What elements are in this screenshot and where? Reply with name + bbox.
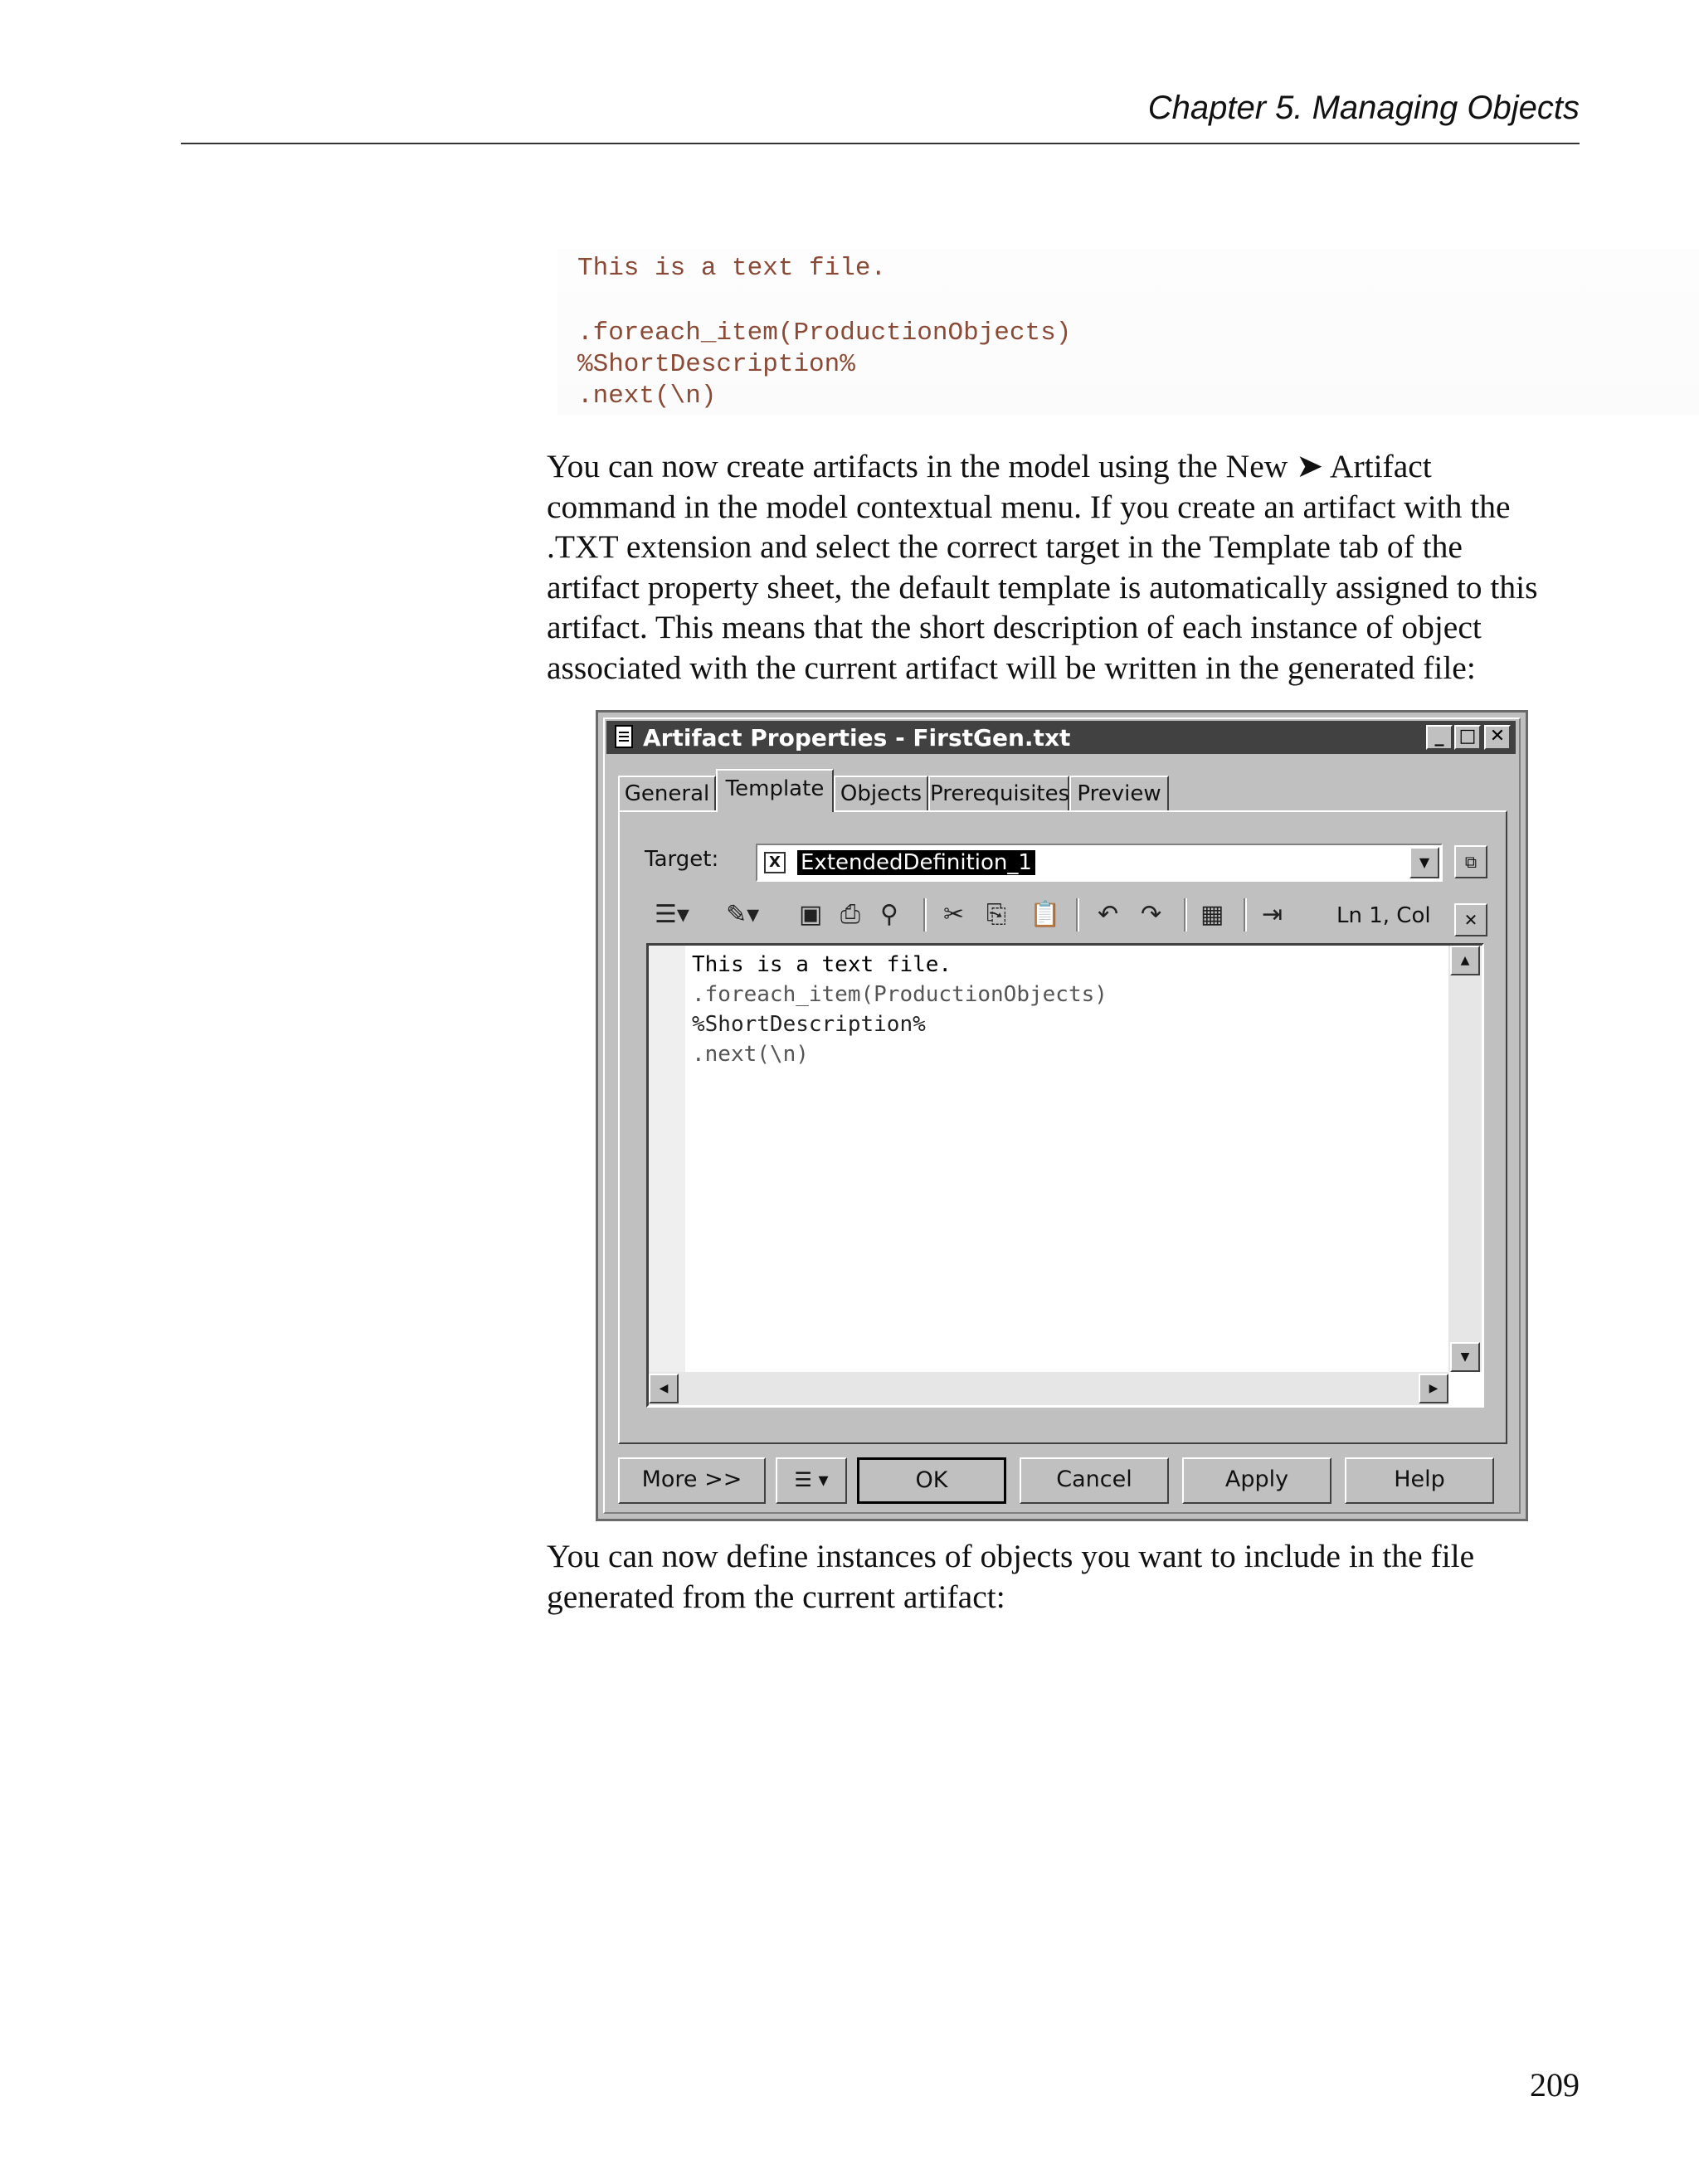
minimize-button[interactable]: _ — [1426, 725, 1453, 750]
editor-line: .next(\n) — [692, 1042, 809, 1067]
page-number: 209 — [1530, 2066, 1580, 2104]
paragraph-line: You can now create artifacts in the model using the New ➤ Artifact — [547, 448, 1432, 484]
artifact-properties-dialog — [596, 710, 1528, 1521]
ok-button[interactable]: OK — [857, 1457, 1006, 1504]
paragraph-line: generated from the current artifact: — [547, 1578, 1005, 1615]
header-rule — [181, 143, 1580, 144]
save-icon[interactable]: ▣ — [799, 900, 823, 929]
tab-prerequisites[interactable]: Prerequisites — [928, 776, 1069, 810]
tab-general[interactable]: General — [618, 776, 716, 810]
tab-objects[interactable]: Objects — [834, 776, 928, 810]
paragraph-line: artifact property sheet, the default template is automatically assigned to this — [547, 568, 1538, 606]
undo-icon[interactable]: ↶ — [1098, 900, 1119, 929]
paragraph-line: artifact. This means that the short description of each instance of object — [547, 609, 1482, 645]
code-line: .next(\n) — [577, 382, 717, 411]
code-block — [557, 249, 1699, 415]
menu-dropdown-button[interactable]: ☰ ▾ — [776, 1457, 847, 1504]
dialog-titlebar[interactable] — [606, 721, 1516, 754]
editor-line: This is a text file. — [692, 952, 952, 977]
paragraph-line: command in the model contextual menu. If you create an artifact with the — [547, 488, 1511, 525]
document-icon — [615, 725, 633, 748]
cut-icon[interactable]: ✂ — [943, 900, 965, 929]
cancel-button[interactable]: Cancel — [1020, 1457, 1169, 1504]
target-label: Target: — [645, 847, 719, 872]
scroll-left-icon[interactable]: ◀ — [649, 1374, 679, 1403]
template-panel — [618, 810, 1507, 1444]
maximize-button[interactable]: □ — [1454, 725, 1481, 750]
target-combobox[interactable] — [756, 844, 1443, 882]
paragraph-intro — [547, 446, 1584, 688]
goto-line-icon[interactable]: ⇥ — [1262, 900, 1283, 929]
paragraph-followup — [547, 1536, 1584, 1617]
code-line: This is a text file. — [577, 254, 887, 283]
toolbar-separator — [1184, 898, 1187, 931]
code-line: .foreach_item(ProductionObjects) — [577, 319, 1072, 348]
paragraph-line: .TXT extension and select the correct target in the Template tab of the — [547, 528, 1463, 565]
vertical-scrollbar[interactable] — [1448, 946, 1482, 1372]
scroll-up-icon[interactable]: ▲ — [1450, 946, 1480, 975]
help-button[interactable]: Help — [1345, 1457, 1494, 1504]
paragraph-line: You can now define instances of objects you want to include in the file — [547, 1538, 1475, 1574]
chevron-down-icon[interactable]: ▼ — [1409, 847, 1439, 878]
editor-gutter — [649, 946, 685, 1405]
scroll-down-icon[interactable]: ▼ — [1450, 1342, 1480, 1372]
find-icon[interactable]: ⚲ — [880, 900, 898, 929]
chapter-header: Chapter 5. Managing Objects — [1147, 90, 1580, 126]
tab-preview[interactable]: Preview — [1069, 776, 1169, 810]
extended-definition-icon: X — [764, 852, 786, 873]
editor-line: %ShortDescription% — [692, 1012, 926, 1037]
redo-icon[interactable]: ↷ — [1141, 900, 1162, 929]
close-button[interactable]: ✕ — [1484, 725, 1511, 750]
close-editor-button[interactable]: ✕ — [1454, 903, 1487, 936]
cursor-position: Ln 1, Col — [1336, 903, 1431, 928]
dialog-title: Artifact Properties - FirstGen.txt — [643, 724, 1071, 752]
scroll-right-icon[interactable]: ▶ — [1419, 1374, 1448, 1403]
paste-icon[interactable]: 📋 — [1030, 900, 1061, 929]
target-value: ExtendedDefinition_1 — [797, 850, 1035, 875]
insert-icon[interactable]: ▦ — [1200, 900, 1224, 929]
edit-menu-icon[interactable]: ☰▾ — [655, 900, 689, 929]
toolbar-separator — [1244, 898, 1247, 931]
toolbar-separator — [923, 898, 927, 931]
toolbar-separator — [1076, 898, 1079, 931]
editor-line: .foreach_item(ProductionObjects) — [692, 982, 1108, 1007]
tab-template[interactable]: Template — [716, 769, 834, 812]
edit-with-icon[interactable]: ✎▾ — [726, 900, 760, 929]
code-line: %ShortDescription% — [577, 350, 855, 379]
print-icon[interactable]: ⎙ — [840, 900, 860, 929]
copy-icon[interactable]: ⎘ — [986, 900, 1006, 929]
properties-button[interactable]: ⧉ — [1454, 845, 1487, 878]
apply-button[interactable]: Apply — [1182, 1457, 1331, 1504]
more-button[interactable]: More >> — [618, 1457, 766, 1504]
template-editor[interactable] — [646, 943, 1484, 1408]
paragraph-line: associated with the current artifact will be written in the generated file: — [547, 649, 1476, 686]
horizontal-scrollbar[interactable] — [649, 1372, 1448, 1405]
